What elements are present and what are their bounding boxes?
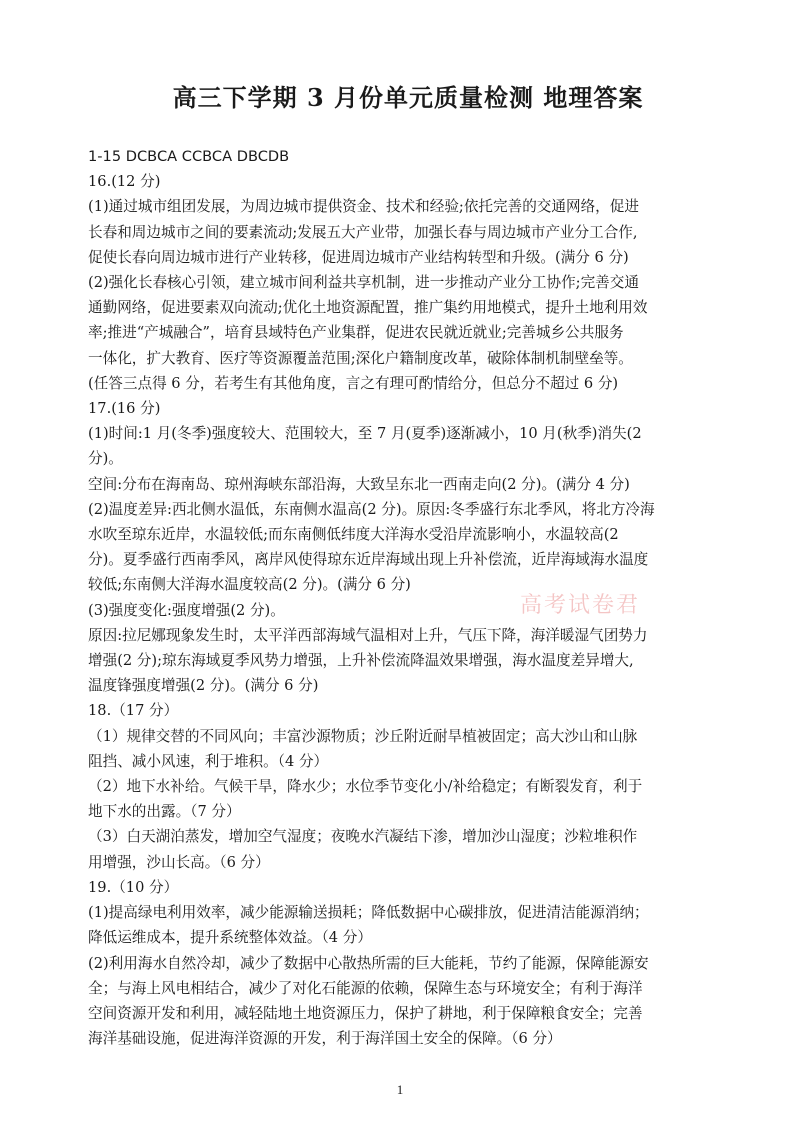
q17-line-9: 原因:拉尼娜现象发生时，太平洋西部海域气温相对上升，气压下降，海洋暖湿气团势力: [88, 626, 648, 644]
q17-line-8: (3)强度变化:强度增强(2 分)。: [88, 601, 285, 619]
q18-line-4: 地下水的出露。（7 分）: [88, 803, 241, 821]
q16-p1-line-1: (1)通过城市组团发展，为周边城市提供资金、技术和经验;依托完善的交通网络，促进: [88, 198, 639, 216]
q17-line-3: 空间:分布在海南岛、琼州海峡东部沿海，大致呈东北一西南走向(2 分)。(满分 4 分): [88, 475, 630, 493]
q19-line-6: 海洋基础设施，促进海洋资源的开发，利于海洋国土安全的保障。（6 分）: [88, 1030, 562, 1048]
q17-line-5: 水吹至琼东近岸，水温较低;而东南侧低纬度大洋海水受沿岸流影响小，水温较高(2: [88, 526, 619, 544]
question-19: [88, 875, 728, 1051]
question-17: [88, 396, 728, 698]
q17-line-10: 增强(2 分);琼东海域夏季风势力增强，上升补偿流降温效果增强，海水温度差异增大,: [88, 652, 634, 670]
q18-line-3: （2）地下水补给。气候干旱，降水少；水位季节变化小/补给稳定；有断裂发育，利于: [88, 778, 643, 796]
q18-line-6: 用增强，沙山长高。（6 分）: [88, 853, 270, 871]
page-number: 1: [396, 1082, 404, 1097]
q16-p2-line-4: 一体化，扩大教育、医疗等资源覆盖范围;深化户籍制度改革，破除体制机制壁垒等。: [88, 349, 633, 367]
question-18: [88, 698, 728, 874]
q16-p1-line-3: 促使长春向周边城市进行产业转移，促进周边城市产业结构转型和升级。(满分 6 分): [88, 248, 629, 266]
q17-line-11: 温度锋强度增强(2 分)。(满分 6 分): [88, 677, 319, 695]
q16-p2-line-3: 率;推进“产城融合”，培育县域特色产业集群，促进农民就近就业;完善城乡公共服务: [88, 324, 624, 342]
q17-line-7: 较低;东南侧大洋海水温度较高(2 分)。(满分 6 分): [88, 576, 411, 594]
watermark: 高考试卷君: [520, 593, 641, 618]
q18-line-1: （1）规律交替的不同风向；丰富沙源物质；沙丘附近耐旱植被固定；高大沙山和山脉: [88, 727, 638, 745]
q17-line-1: (1)时间:1 月(冬季)强度较大、范围较大，至 7 月(夏季)逐渐减小，10 月(秋季)消失(2: [88, 425, 642, 443]
q19-line-5: 空间资源开发和利用，减轻陆地土地资源压力，保护了耕地，利于保障粮食安全；完善: [88, 1004, 643, 1022]
page-title: 高三下学期 3 月份单元质量检测 地理答案: [172, 83, 644, 112]
q19-line-3: (2)利用海水自然冷却，减少了数据中心散热所需的巨大能耗，节约了能源，保障能源安: [88, 954, 649, 972]
question-16-header: 16.(12 分): [88, 173, 161, 191]
q16-p1-line-2: 长春和周边城市之间的要素流动;发展五大产业带，加强长春与周边城市产业分工合作,: [88, 223, 638, 241]
question-16: [88, 169, 728, 396]
question-18-header: 18.（17 分）: [88, 702, 179, 720]
multiple-choice-answers: 1-15 DCBCA CCBCA DBCDB: [88, 148, 290, 165]
q19-line-2: 降低运维成本，提升系统整体效益。（4 分）: [88, 929, 372, 947]
q17-line-6: 分)。夏季盛行西南季风，离岸风使得琼东近岸海域出现上升补偿流，近岸海域海水温度: [88, 551, 649, 569]
q17-line-4: (2)温度差异:西北侧水温低，东南侧水温高(2 分)。原因:冬季盛行东北季风，将北方冷海: [88, 500, 655, 518]
q16-p2-line-5: (任答三点得 6 分，若考生有其他角度，言之有理可酌情给分，但总分不超过 6 分): [88, 374, 619, 392]
q19-line-1: (1)提高绿电利用效率，减少能源输送损耗；降低数据中心碳排放，促进清洁能源消纳；: [88, 904, 649, 922]
question-19-header: 19.（10 分）: [88, 878, 179, 896]
q18-line-2: 阻挡、减小风速，利于堆积。（4 分）: [88, 752, 329, 770]
question-17-header: 17.(16 分): [88, 400, 161, 418]
q16-p2-line-1: (2)强化长春核心引领，建立城市间利益共享机制，进一步推动产业分工协作;完善交通: [88, 274, 639, 292]
answer-sheet: [88, 82, 728, 1051]
q17-line-2: 分)。: [88, 450, 123, 468]
q16-p2-line-2: 通勤网络，促进要素双向流动;优化土地资源配置，推广集约用地模式，提升土地利用效: [88, 299, 648, 317]
q18-line-5: （3）白天湖泊蒸发，增加空气湿度；夜晚水汽凝结下渗，增加沙山湿度；沙粒堆积作: [88, 828, 638, 846]
q19-line-4: 全；与海上风电相结合，减少了对化石能源的依赖，保障生态与环境安全；有利于海洋: [88, 979, 643, 997]
